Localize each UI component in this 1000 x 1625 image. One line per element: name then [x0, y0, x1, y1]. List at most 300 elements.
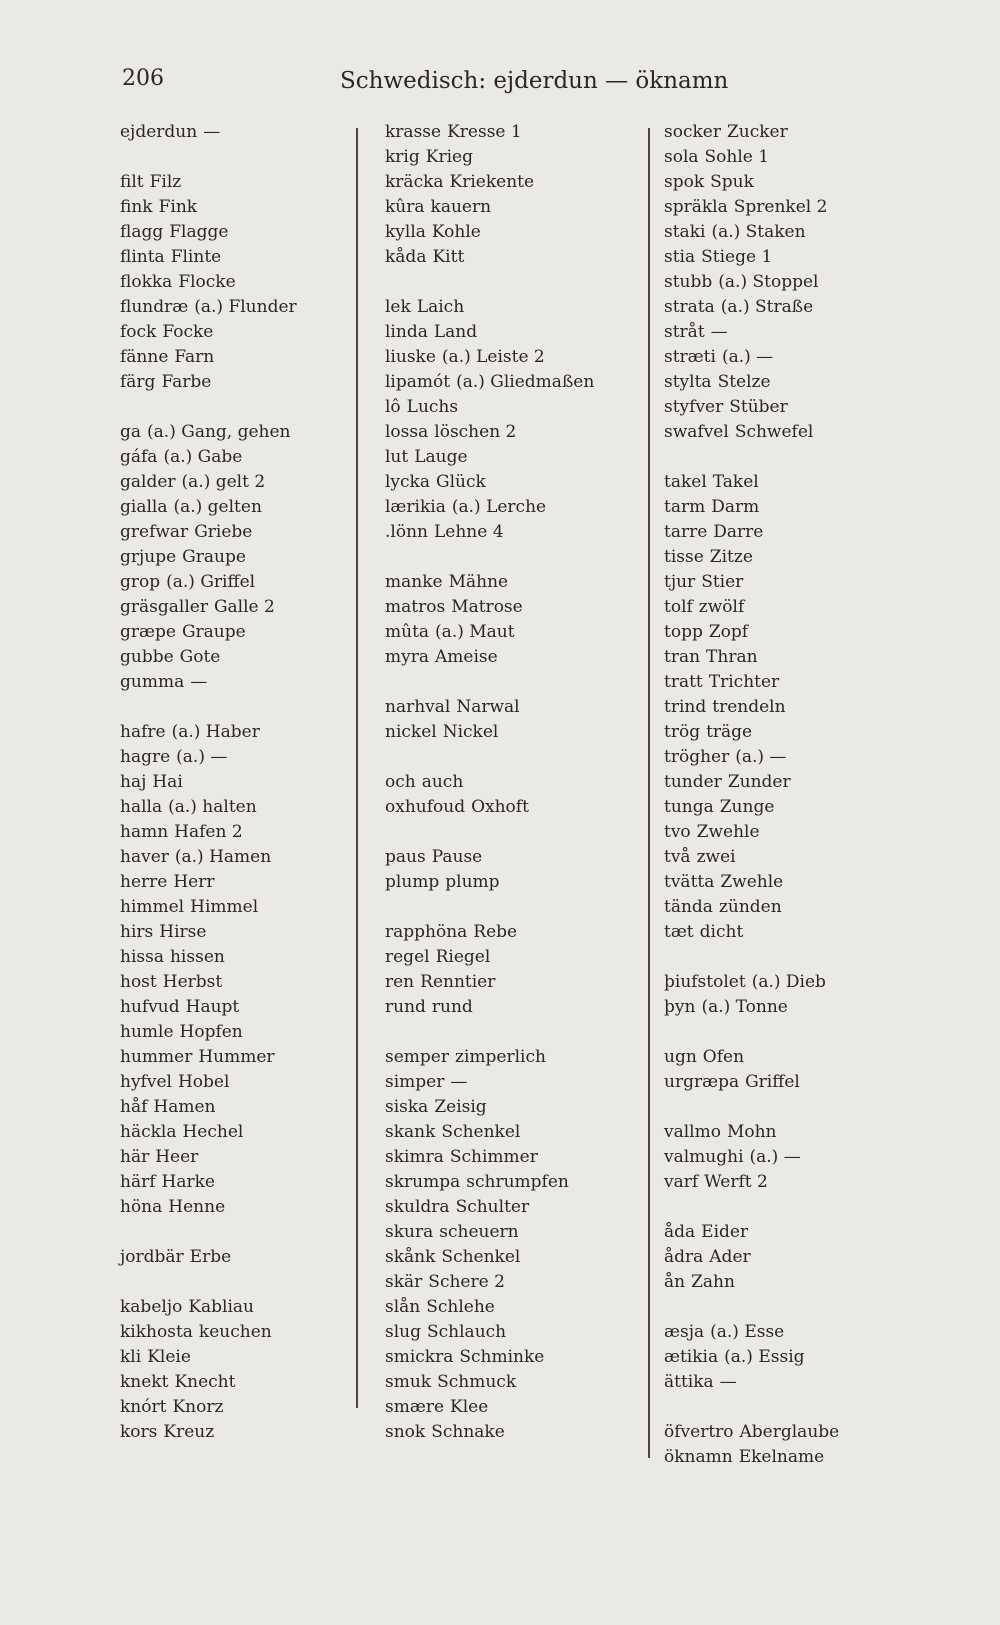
dictionary-entry [385, 145, 635, 170]
dictionary-entry [385, 1120, 635, 1145]
dictionary-entry [664, 495, 894, 520]
entry-headword: ren [385, 972, 415, 992]
entry-gloss: Schwefel [734, 422, 814, 442]
dictionary-entry [120, 345, 350, 370]
entry-headword: höna [120, 1197, 163, 1217]
entry-headword: smickra [385, 1347, 454, 1367]
entry-gloss: löschen 2 [434, 422, 517, 442]
entry-gloss: Schulter [455, 1197, 530, 1217]
dictionary-entry [664, 1220, 894, 1245]
entry-headword: tjur [664, 572, 696, 592]
entry-gloss: Mähne [448, 572, 509, 592]
entry-gloss: Schenkel [441, 1122, 521, 1142]
group-gap [120, 1270, 350, 1295]
entry-headword: flundræ [120, 297, 189, 317]
entry-headword: smære [385, 1397, 445, 1417]
dictionary-entry [385, 870, 635, 895]
dictionary-entry [120, 1145, 350, 1170]
dictionary-entry [664, 1420, 894, 1445]
dictionary-entry [664, 370, 894, 395]
entry-gloss: schrumpfen [466, 1172, 569, 1192]
entry-gloss: Lauge [414, 447, 468, 467]
entry-gloss: Sprenkel 2 [733, 197, 828, 217]
entry-gloss: Schnake [431, 1422, 505, 1442]
entry-headword: färg [120, 372, 156, 392]
dictionary-entry [120, 1070, 350, 1095]
dictionary-entry [385, 245, 635, 270]
entry-headword: grjupe [120, 547, 177, 567]
dictionary-entry [120, 495, 350, 520]
dictionary-entry [664, 870, 894, 895]
entry-gloss: Schminke [459, 1347, 545, 1367]
entry-headword: stubb [664, 272, 713, 292]
dictionary-entry [385, 470, 635, 495]
entry-headword: tvätta [664, 872, 715, 892]
entry-headword: hafre [120, 722, 166, 742]
entry-headword: stylta [664, 372, 712, 392]
entry-headword: tolf [664, 597, 693, 617]
entry-headword: skank [385, 1122, 436, 1142]
entry-gloss: — [710, 322, 728, 342]
dictionary-entry [120, 220, 350, 245]
dictionary-entry [664, 520, 894, 545]
entry-gloss: Zahn [691, 1272, 735, 1292]
group-gap [385, 1020, 635, 1045]
entry-gloss: hissen [169, 947, 225, 967]
entry-headword: trind [664, 697, 707, 717]
dictionary-entry [120, 970, 350, 995]
entry-headword: sola [664, 147, 699, 167]
entry-headword: åda [664, 1222, 696, 1242]
entry-gloss: Mohn [726, 1122, 777, 1142]
dictionary-entry [120, 720, 350, 745]
dictionary-entry [664, 845, 894, 870]
entry-headword: styfver [664, 397, 724, 417]
entry-gloss: (a.) Dieb [751, 972, 826, 992]
entry-gloss: Ameise [435, 647, 498, 667]
group-gap [664, 445, 894, 470]
dictionary-entry [385, 1395, 635, 1420]
entry-gloss: Kriekente [449, 172, 535, 192]
dictionary-entry [385, 1145, 635, 1170]
entry-headword: nickel [385, 722, 437, 742]
entry-headword: knekt [120, 1372, 169, 1392]
dictionary-entry [120, 1395, 350, 1420]
entry-headword: topp [664, 622, 703, 642]
entry-gloss: Narwal [456, 697, 520, 717]
entry-gloss: Harke [161, 1172, 215, 1192]
entry-gloss: Darre [713, 522, 764, 542]
page-number: 206 [122, 66, 164, 91]
entry-headword: spräkla [664, 197, 728, 217]
entry-gloss: Hummer [198, 1047, 275, 1067]
entry-gloss: Erbe [189, 1247, 232, 1267]
entry-gloss: Lehne 4 [433, 522, 504, 542]
entry-headword: valmughi [664, 1147, 744, 1167]
entry-headword: ådra [664, 1247, 704, 1267]
entry-headword: hufvud [120, 997, 180, 1017]
entry-headword: hagre [120, 747, 171, 767]
entry-gloss: auch [421, 772, 464, 792]
entry-gloss: Focke [162, 322, 214, 342]
entry-headword: kåda [385, 247, 427, 267]
entry-headword: flinta [120, 247, 165, 267]
entry-headword: kli [120, 1347, 142, 1367]
entry-gloss: Fink [158, 197, 198, 217]
dictionary-entry [664, 695, 894, 720]
entry-gloss: Herbst [162, 972, 223, 992]
entry-gloss: (a.) Gang, gehen [147, 422, 291, 442]
entry-headword: och [385, 772, 416, 792]
entry-gloss: Flagge [169, 222, 229, 242]
entry-headword: plump [385, 872, 440, 892]
dictionary-entry [664, 1320, 894, 1345]
entry-headword: siska [385, 1097, 429, 1117]
entry-gloss: Hai [152, 772, 183, 792]
dictionary-entry [664, 470, 894, 495]
entry-headword: tran [664, 647, 701, 667]
entry-headword: linda [385, 322, 428, 342]
entry-gloss: Zucker [726, 122, 788, 142]
entry-gloss: Takel [712, 472, 759, 492]
dictionary-entry [120, 320, 350, 345]
dictionary-entry [664, 1445, 894, 1470]
dictionary-entry [664, 395, 894, 420]
entry-headword: .lönn [385, 522, 428, 542]
dictionary-entry [385, 295, 635, 320]
dictionary-entry [664, 645, 894, 670]
entry-gloss: plump [445, 872, 500, 892]
group-gap [385, 545, 635, 570]
entry-gloss: Filz [149, 172, 182, 192]
dictionary-entry [385, 795, 635, 820]
dictionary-entry [664, 245, 894, 270]
entry-gloss: zimperlich [454, 1047, 546, 1067]
entry-headword: filt [120, 172, 144, 192]
entry-headword: krasse [385, 122, 442, 142]
dictionary-entry [664, 1120, 894, 1145]
entry-headword: oxhufoud [385, 797, 466, 817]
entry-gloss: Zunge [719, 797, 775, 817]
entry-gloss: Galle 2 [213, 597, 275, 617]
entry-headword: rund [385, 997, 426, 1017]
dictionary-entry [664, 295, 894, 320]
dictionary-entry [664, 195, 894, 220]
dictionary-entry [385, 845, 635, 870]
dictionary-entry [385, 220, 635, 245]
entry-gloss: Krieg [425, 147, 473, 167]
entry-headword: kabeljo [120, 1297, 183, 1317]
entry-gloss: Flocke [178, 272, 236, 292]
dictionary-entry [385, 195, 635, 220]
entry-headword: snok [385, 1422, 426, 1442]
entry-gloss: (a.) Griffel [166, 572, 256, 592]
entry-headword: staki [664, 222, 706, 242]
entry-gloss: zwölf [698, 597, 745, 617]
entry-headword: håf [120, 1097, 148, 1117]
entry-gloss: Rebe [473, 922, 518, 942]
dictionary-entry [664, 1170, 894, 1195]
entry-gloss: (a.) Haber [171, 722, 260, 742]
dictionary-entry [385, 1320, 635, 1345]
entry-gloss: Zunder [727, 772, 791, 792]
entry-gloss: Schmuck [437, 1372, 517, 1392]
entry-headword: strata [664, 297, 715, 317]
entry-headword: skuldra [385, 1197, 450, 1217]
dictionary-entry [664, 1145, 894, 1170]
group-gap [664, 1395, 894, 1420]
entry-headword: två [664, 847, 691, 867]
entry-gloss: Kresse 1 [447, 122, 522, 142]
entry-headword: galder [120, 472, 176, 492]
entry-headword: hamn [120, 822, 169, 842]
dictionary-entry [120, 820, 350, 845]
entry-headword: ättika [664, 1372, 714, 1392]
entry-gloss: träge [706, 722, 753, 742]
entry-headword: kikhosta [120, 1322, 193, 1342]
entry-gloss: (a.) gelt 2 [181, 472, 266, 492]
entry-headword: paus [385, 847, 426, 867]
group-gap [120, 145, 350, 170]
entry-gloss: (a.) Stoppel [718, 272, 819, 292]
entry-headword: liuske [385, 347, 436, 367]
entry-headword: kors [120, 1422, 158, 1442]
entry-gloss: Oxhoft [471, 797, 529, 817]
entry-gloss: Stüber [729, 397, 788, 417]
dictionary-entry [120, 620, 350, 645]
dictionary-entry [385, 1195, 635, 1220]
dictionary-entry [385, 720, 635, 745]
dictionary-entry [385, 1270, 635, 1295]
dictionary-entry [120, 1295, 350, 1320]
entry-headword: matros [385, 597, 446, 617]
entry-headword: slug [385, 1322, 421, 1342]
entry-gloss: Ader [709, 1247, 751, 1267]
group-gap [664, 1095, 894, 1120]
group-gap [664, 1020, 894, 1045]
entry-gloss: Ekelname [738, 1447, 825, 1467]
dictionary-entry [120, 370, 350, 395]
dictionary-entry [664, 820, 894, 845]
group-gap [664, 1195, 894, 1220]
dictionary-entry [120, 1120, 350, 1145]
entry-gloss: (a.) gelten [173, 497, 262, 517]
dictionary-entry [385, 970, 635, 995]
entry-gloss: Trichter [708, 672, 780, 692]
group-gap [664, 945, 894, 970]
dictionary-entry [120, 920, 350, 945]
dictionary-entry [385, 445, 635, 470]
entry-gloss: dicht [699, 922, 744, 942]
dictionary-entry [664, 920, 894, 945]
entry-headword: ga [120, 422, 142, 442]
entry-gloss: (a.) — [749, 1147, 801, 1167]
dictionary-entry [664, 345, 894, 370]
dictionary-entry [120, 120, 350, 145]
entry-gloss: Aberglaube [739, 1422, 840, 1442]
dictionary-entry [120, 670, 350, 695]
entry-headword: trög [664, 722, 701, 742]
entry-gloss: — [190, 672, 208, 692]
entry-headword: öknamn [664, 1447, 733, 1467]
entry-headword: grop [120, 572, 161, 592]
entry-headword: semper [385, 1047, 449, 1067]
entry-gloss: Schlehe [426, 1297, 495, 1317]
dictionary-entry [664, 595, 894, 620]
entry-headword: haj [120, 772, 147, 792]
dictionary-entry [664, 570, 894, 595]
entry-headword: stråt [664, 322, 705, 342]
entry-headword: slån [385, 1297, 421, 1317]
dictionary-entry [120, 645, 350, 670]
dictionary-entry [120, 545, 350, 570]
entry-gloss: trendeln [712, 697, 786, 717]
dictionary-entry [120, 195, 350, 220]
dictionary-entry [664, 745, 894, 770]
dictionary-entry [120, 845, 350, 870]
dictionary-entry [664, 1070, 894, 1095]
entry-headword: lut [385, 447, 409, 467]
dictionary-entry [385, 1245, 635, 1270]
entry-gloss: Graupe [181, 622, 246, 642]
dictionary-entry [120, 945, 350, 970]
entry-headword: skura [385, 1222, 434, 1242]
column-2 [385, 120, 635, 1445]
dictionary-entry [120, 1045, 350, 1070]
entry-gloss: Zeisig [434, 1097, 487, 1117]
dictionary-entry [385, 945, 635, 970]
dictionary-entry [120, 245, 350, 270]
dictionary-entry [120, 770, 350, 795]
dictionary-entry [664, 995, 894, 1020]
dictionary-entry [664, 320, 894, 345]
dictionary-entry [664, 895, 894, 920]
dictionary-entry [120, 1320, 350, 1345]
entry-gloss: (a.) Essig [724, 1347, 805, 1367]
dictionary-entry [664, 620, 894, 645]
dictionary-entry [385, 320, 635, 345]
entry-gloss: Schere 2 [428, 1272, 505, 1292]
entry-headword: trögher [664, 747, 730, 767]
entry-headword: lærikia [385, 497, 446, 517]
entry-headword: grefwar [120, 522, 189, 542]
dictionary-entry [664, 1245, 894, 1270]
dictionary-entry [385, 770, 635, 795]
entry-headword: härf [120, 1172, 156, 1192]
entry-gloss: (a.) Flunder [194, 297, 297, 317]
entry-gloss: Kreuz [163, 1422, 215, 1442]
dictionary-entry [120, 445, 350, 470]
entry-headword: gáfa [120, 447, 158, 467]
entry-headword: fock [120, 322, 157, 342]
entry-gloss: Knorz [172, 1397, 224, 1417]
entry-gloss: Nickel [442, 722, 499, 742]
group-gap [385, 820, 635, 845]
entry-headword: tratt [664, 672, 703, 692]
dictionary-entry [120, 995, 350, 1020]
entry-gloss: (a.) — [721, 347, 774, 367]
entry-gloss: — [450, 1072, 468, 1092]
entry-headword: tvo [664, 822, 691, 842]
dictionary-entry [120, 1095, 350, 1120]
entry-gloss: Griffel [745, 1072, 800, 1092]
dictionary-entry [664, 670, 894, 695]
entry-headword: vallmo [664, 1122, 721, 1142]
entry-gloss: (a.) — [735, 747, 787, 767]
entry-headword: himmel [120, 897, 185, 917]
entry-gloss: Spuk [710, 172, 754, 192]
dictionary-entry [120, 170, 350, 195]
entry-gloss: Schenkel [441, 1247, 521, 1267]
entry-gloss: Zitze [709, 547, 753, 567]
dictionary-entry [385, 370, 635, 395]
dictionary-entry [120, 870, 350, 895]
entry-gloss: Farbe [161, 372, 212, 392]
entry-headword: ætikia [664, 1347, 719, 1367]
dictionary-entry [664, 720, 894, 745]
dictionary-entry [664, 145, 894, 170]
dictionary-entry [385, 1370, 635, 1395]
dictionary-entry [385, 520, 635, 545]
group-gap [385, 670, 635, 695]
entry-gloss: zünden [718, 897, 782, 917]
dictionary-entry [385, 420, 635, 445]
entry-headword: hummer [120, 1047, 193, 1067]
entry-headword: manke [385, 572, 443, 592]
entry-headword: skånk [385, 1247, 436, 1267]
dictionary-entry [385, 920, 635, 945]
entry-gloss: Luchs [406, 397, 459, 417]
entry-gloss: Renntier [420, 972, 496, 992]
entry-gloss: Laich [416, 297, 465, 317]
dictionary-entry [385, 170, 635, 195]
entry-headword: tända [664, 897, 713, 917]
entry-headword: skär [385, 1272, 423, 1292]
dictionary-entry [385, 1170, 635, 1195]
entry-headword: här [120, 1147, 150, 1167]
entry-gloss: Schimmer [449, 1147, 538, 1167]
dictionary-entry [120, 1170, 350, 1195]
dictionary-entry [664, 170, 894, 195]
entry-gloss: Riegel [435, 947, 491, 967]
column-rule-2 [648, 128, 650, 1458]
dictionary-entry [385, 595, 635, 620]
dictionary-entry [664, 120, 894, 145]
entry-headword: jordbär [120, 1247, 184, 1267]
entry-headword: tarre [664, 522, 708, 542]
dictionary-entry [664, 1045, 894, 1070]
entry-headword: ån [664, 1272, 686, 1292]
entry-gloss: Stelze [717, 372, 771, 392]
dictionary-entry [385, 120, 635, 145]
entry-gloss: Stier [701, 572, 744, 592]
entry-headword: ejderdun [120, 122, 198, 142]
entry-gloss: scheuern [439, 1222, 519, 1242]
dictionary-entry [385, 1420, 635, 1445]
entry-headword: hyfvel [120, 1072, 172, 1092]
entry-headword: knórt [120, 1397, 167, 1417]
entry-headword: varf [664, 1172, 699, 1192]
entry-gloss: Kabliau [188, 1297, 255, 1317]
entry-gloss: Haupt [185, 997, 240, 1017]
entry-headword: ugn [664, 1047, 697, 1067]
dictionary-entry [385, 1045, 635, 1070]
dictionary-entry [120, 795, 350, 820]
entry-gloss: Hamen [153, 1097, 216, 1117]
dictionary-entry [385, 1345, 635, 1370]
dictionary-entry [664, 270, 894, 295]
entry-headword: skrumpa [385, 1172, 461, 1192]
